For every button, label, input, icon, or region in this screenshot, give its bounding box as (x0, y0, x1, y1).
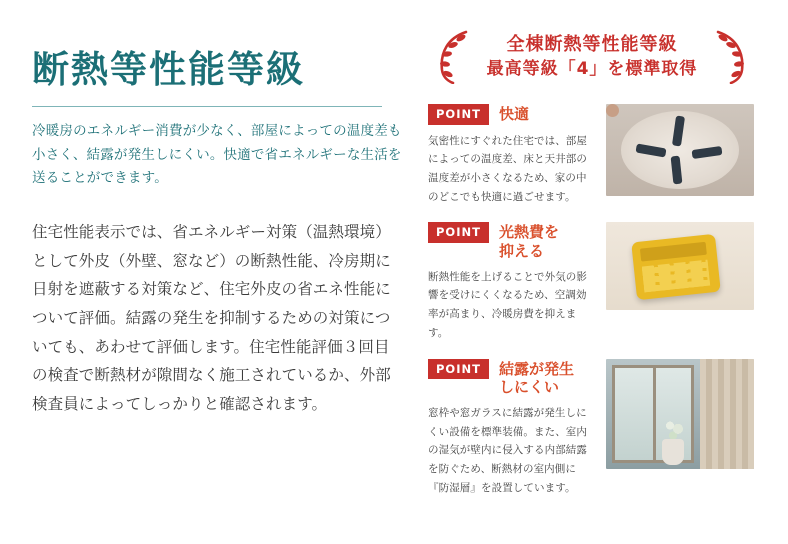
body-paragraph (32, 218, 404, 419)
figure-head-shape (606, 104, 619, 117)
calculator-keys-shape (642, 260, 710, 293)
lead-paragraph: 冷暖房のエネルギー消費が少なく、部屋によっての温度差も小さく、結露が発生しにくい。快適で省エネルギーな生活を送ることができます。 (32, 123, 402, 186)
point-description: 断熱性能を上げることで外気の影響を受けにくくなるため、空調効率が高まり、冷暖房費を抑えます。 (428, 270, 587, 339)
vase-shape (662, 439, 684, 465)
point-badge: POINT (428, 359, 489, 380)
title-divider (32, 106, 382, 107)
curtain-shape (700, 359, 754, 469)
point-badge: POINT (428, 222, 489, 243)
laurel-left-icon (436, 30, 470, 84)
award-banner-text (487, 33, 698, 80)
point-text-block (428, 222, 606, 342)
point-item (428, 359, 756, 498)
award-banner-line2: 最高等級「4」を標準取得 (486, 58, 698, 79)
point-label: 快適 (498, 105, 529, 123)
point-label: 光熱費を 抑える (498, 223, 559, 260)
calculator-shape (631, 234, 721, 300)
point-description: 窓枠や窓ガラスに結露が発生しにくい設備を標準装備。また、室内の湿気が壁内に侵入する内部結露を防ぐため、断熱材の室内側に『防湿層』を設置しています。 (428, 407, 587, 494)
point-text-block (428, 104, 606, 206)
point-header (428, 104, 596, 125)
calculator-screen-shape (640, 242, 707, 262)
yellow-calculator-photo (606, 222, 754, 310)
point-label: 結露が発生 しにくい (498, 359, 574, 397)
right-column (428, 26, 756, 497)
point-item (428, 104, 756, 206)
point-text-block (428, 359, 606, 498)
point-description: 気密性にすぐれた住宅では、部屋によっての温度差、床と天井部の温度差が小さくなるため、家の中のどこでも快適に過ごせます。 (428, 134, 587, 203)
page-title: 断熱等性能等級 (32, 48, 305, 91)
award-banner-line1: 全棟断熱等性能等級 (506, 34, 678, 56)
left-column (32, 48, 410, 419)
family-lying-on-rug-photo (606, 104, 754, 196)
laurel-right-icon (714, 30, 748, 84)
point-badge: POINT (428, 104, 489, 125)
award-banner (428, 26, 756, 88)
point-item (428, 222, 756, 342)
window-with-curtain-and-flowers-photo (606, 359, 754, 469)
point-header (428, 222, 596, 261)
body-paragraph-text: 住宅性能表示では、省エネルギー対策（温熱環境）として外皮（外壁、窓など）の断熱性能、冷房期に日射を遮蔽する対策など、住宅外皮の省エネ性能について評価。結露の発生を抑制するための対策についても、あわせて評価します。住宅性能評価３回目の検査で断熱材が隙間なく施工されているか、外部検査員によってしっかりと確認されます。 (32, 223, 391, 414)
point-header (428, 359, 596, 398)
flower-shape (664, 419, 684, 441)
